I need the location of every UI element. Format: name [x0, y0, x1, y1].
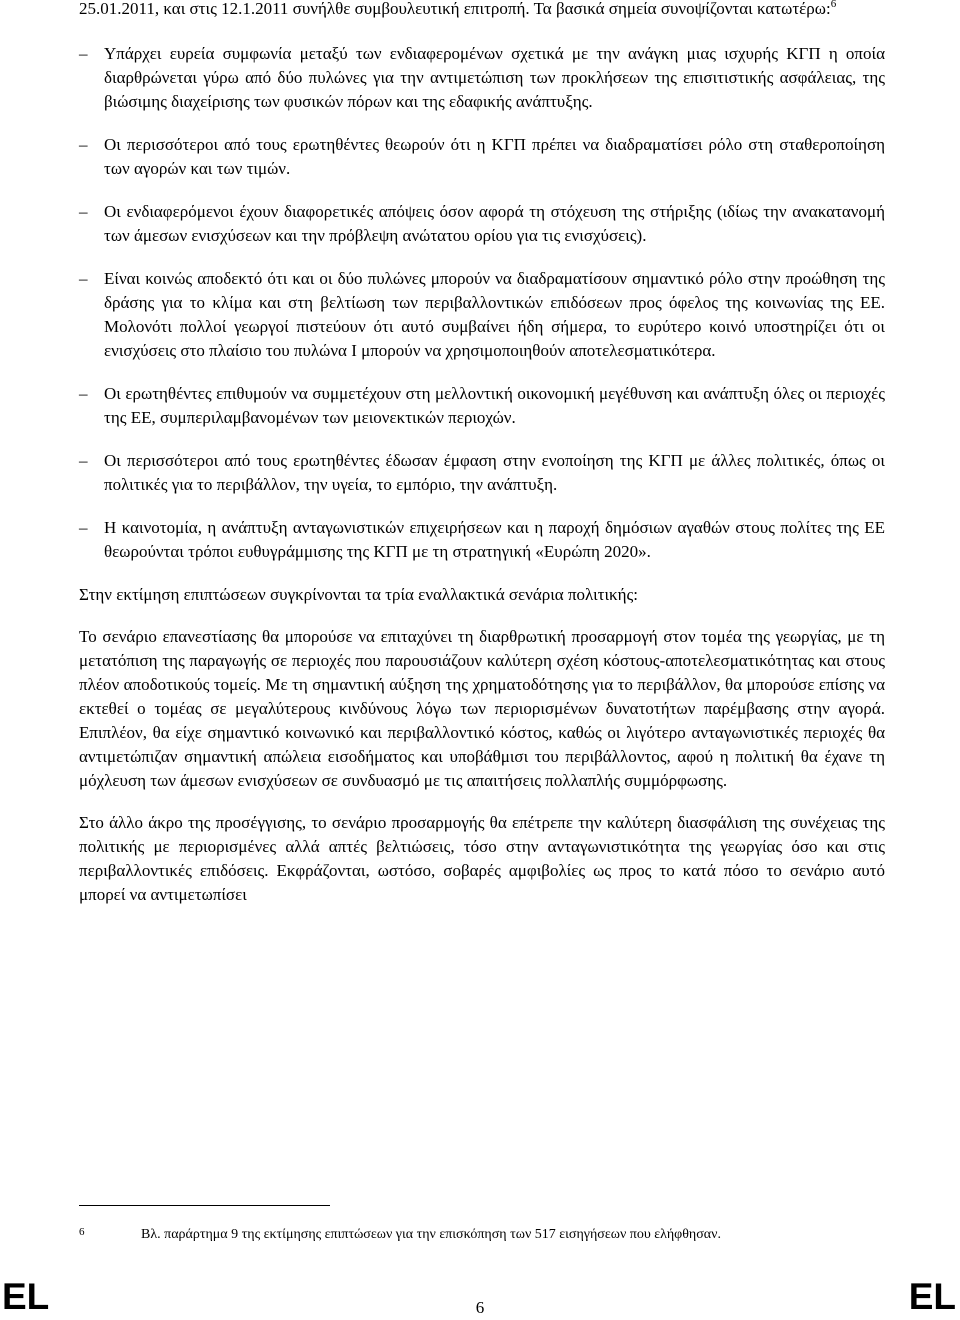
dash-marker: – [79, 451, 88, 470]
list-item [79, 516, 885, 564]
list-item [79, 200, 885, 248]
footnote-number: 6 [79, 1226, 85, 1238]
dash-marker: – [79, 44, 88, 63]
list-item [79, 267, 885, 363]
dash-marker: – [79, 384, 88, 403]
dash-marker: – [79, 135, 88, 154]
list-item-text: Η καινοτομία, η ανάπτυξη ανταγωνιστικών επιχειρήσεων και η παροχή δημόσιων αγαθών στους πολίτες της ΕΕ θεωρούνται τρόποι ευθυγράμμισης της ΚΓΠ με τη στρατηγική «Ευρώπη 2020». [104, 518, 885, 561]
bullet-list [79, 42, 885, 564]
list-item-text: Οι περισσότεροι από τους ερωτηθέντες έδωσαν έμφαση στην ενοποίηση της ΚΓΠ με άλλες πολιτικές, όπως οι πολιτικές για το περιβάλλον, την υγεία, το εμπόριο, την ανάπτυξη. [104, 451, 885, 494]
dash-marker: – [79, 518, 88, 537]
footnote-reference[interactable]: 6 [830, 0, 837, 10]
language-code-left: EL [2, 1276, 50, 1317]
list-item [79, 133, 885, 181]
document-body [79, 0, 885, 907]
adjustment-scenario-paragraph: Στο άλλο άκρο της προσέγγισης, το σενάριο προσαρμογής θα επέτρεπε την καλύτερη διασφάλιση της συνέχειας της πολιτικής με περιορισμένες αλλά απτές βελτιώσεις, τόσο στην ανταγωνιστικότητα της γεωργίας όσο και στις περιβαλλοντικές επιδόσεις. Εκφράζονται, ωστόσο, σοβαρές αμφιβολίες ως προς το κατά πόσο το σενάριο αυτό μπορεί να αντιμετωπίσει [79, 813, 885, 904]
page-number: 6 [475, 1298, 485, 1317]
list-item-text: Είναι κοινώς αποδεκτό ότι και οι δύο πυλώνες μπορούν να διαδραματίσουν σημαντικό ρόλο στην προώθηση της δράσης για το κλίμα και στη βελτίωση των περιβαλλοντικών επιδόσεων προς όφελος της κοινωνίας της ΕΕ. Μολονότι πολλοί γεωργοί πιστεύουν ότι αυτό συμβαίνει ήδη σήμερα, το ευρύτερο κοινό υποστηρίζει ότι οι ενισχύσεις στο πλαίσιο του πυλώνα I μπορούν να χρησιμοποιηθούν αποτελεσματικότερα. [104, 269, 885, 360]
refocus-scenario-paragraph: Το σενάριο επανεστίασης θα μπορούσε να επιταχύνει τη διαρθρωτική προσαρμογή στον τομέα της γεωργίας, με τη μετατόπιση της παραγωγής σε περιοχές που παρουσιάζουν καλύτερη σχέση κόστους-αποτελεσματικότητας και στους πλέον αποδοτικούς τομείς. Με τη σημαντική αύξηση της χρηματοδότησης για το περιβάλλον, θα μπορούσε επίσης να εκτεθεί ο τομέας σε μεγαλύτερους κινδύνους λόγω των περιορισμένων δυνατοτήτων παρέμβασης στην αγορά. Επιπλέον, θα είχε σημαντικό κοινωνικό και περιβαλλοντικό κόστος, καθώς οι λιγότερο ανταγωνιστικές περιοχές θα αντιμετώπιζαν σημαντική απώλεια εισοδήματος και υποβάθμισι του περιβάλλοντος, αφού η πολιτική θα έχανε τη μόχλευση των άμεσων ενισχύσεων σε συνδυασμό με τις απαιτήσεις πολλαπλής συμμόρφωσης. [79, 627, 885, 790]
dash-marker: – [79, 202, 88, 221]
dash-marker: – [79, 269, 88, 288]
list-item-text: Οι ενδιαφερόμενοι έχουν διαφορετικές απόψεις όσον αφορά τη στόχευση της στήριξης (ιδίως την ανακατανομή των άμεσων ενισχύσεων και την πρόβλεψη ανώτατου ορίου για τις ενισχύσεις). [104, 202, 885, 245]
list-item-text: Υπάρχει ευρεία συμφωνία μεταξύ των ενδιαφερομένων σχετικά με την ανάγκη μιας ισχυρής ΚΓΠ η οποία διαρθρώνεται γύρω από δύο πυλώνες για την αντιμετώπιση των προκλήσεων της επισιτιστικής ασφάλειας, της βιώσιμης διαχείρισης των φυσικών πόρων και της εδαφικής ανάπτυξης. [104, 44, 885, 111]
intro-text: 25.01.2011, και στις 12.1.2011 συνήλθε συμβουλευτική επιτροπή. Τα βασικά σημεία συνοψίζονται κατωτέρω: [79, 0, 831, 18]
list-item-text: Οι ερωτηθέντες επιθυμούν να συμμετέχουν στη μελλοντική οικονομική μεγέθυνση και ανάπτυξη όλες οι περιοχές της ΕΕ, συμπεριλαμβανομένων των μειονεκτικών περιοχών. [104, 384, 885, 427]
scenarios-intro-paragraph: Στην εκτίμηση επιπτώσεων συγκρίνονται τα τρία εναλλακτικά σενάρια πολιτικής: [79, 585, 638, 604]
list-item [79, 449, 885, 497]
intro-paragraph [79, 0, 885, 21]
footnote-separator [79, 1205, 330, 1206]
list-item [79, 42, 885, 114]
footnote-text: Βλ. παράρτημα 9 της εκτίμησης επιπτώσεων για την επισκόπηση των 517 εισηγήσεων που ελήφθησαν. [141, 1227, 721, 1242]
list-item-text: Οι περισσότεροι από τους ερωτηθέντες θεωρούν ότι η ΚΓΠ πρέπει να διαδραματίσει ρόλο στη σταθεροποίηση των αγορών και των τιμών. [104, 135, 885, 178]
list-item [79, 382, 885, 430]
language-code-right: EL [908, 1276, 956, 1317]
